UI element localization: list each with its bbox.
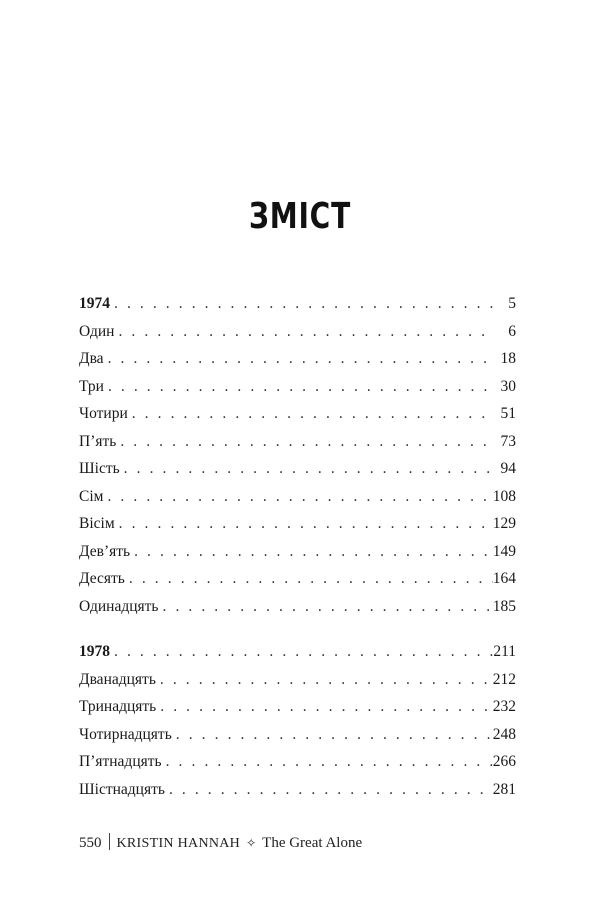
toc-entry — [79, 538, 516, 566]
toc-entry-page: 212 — [492, 670, 516, 688]
toc-entry-page: 6 — [508, 322, 516, 340]
footer-page-number: 550 — [79, 835, 102, 851]
toc-entry-label: П’ять — [79, 432, 117, 450]
toc-leader-dots — [166, 748, 493, 776]
toc-leader-dots — [108, 345, 494, 373]
toc-entry-label: Шість — [79, 460, 120, 477]
toc-entry-page: 211 — [493, 643, 516, 660]
table-of-contents — [79, 290, 516, 803]
toc-leader-dots — [124, 455, 494, 483]
toc-entry-label: Тринадцять — [79, 698, 157, 715]
toc-leader-dots — [119, 510, 493, 538]
toc-entry-page: 30 — [500, 377, 516, 395]
toc-entry-label: Один — [79, 322, 115, 340]
footer-ornament-icon: ✧ — [246, 836, 257, 850]
toc-entry — [79, 455, 516, 483]
toc-section — [79, 638, 516, 803]
footer-book-title: The Great Alone — [262, 835, 363, 851]
toc-section-year: 1978 — [79, 643, 110, 660]
toc-leader-dots — [114, 290, 494, 318]
footer-author: KRISTIN HANNAH — [116, 836, 241, 851]
toc-entry-page: 18 — [500, 350, 516, 367]
toc-leader-dots — [176, 721, 493, 749]
toc-section-heading — [79, 290, 516, 318]
toc-entry — [79, 318, 516, 346]
toc-leader-dots — [169, 776, 493, 804]
toc-entry-label: Дванадцять — [79, 670, 156, 688]
toc-entry — [79, 345, 516, 373]
toc-entry-label: Сім — [79, 487, 104, 505]
toc-entry-page: 73 — [500, 432, 516, 450]
toc-entry-label: Одинадцять — [79, 597, 159, 615]
toc-entry — [79, 748, 516, 776]
toc-section — [79, 290, 516, 620]
toc-section-year: 1974 — [79, 295, 110, 312]
toc-entry-label: Чотири — [79, 405, 128, 422]
toc-entry — [79, 666, 516, 694]
toc-entry-page: 5 — [508, 295, 516, 312]
toc-entry — [79, 483, 516, 511]
toc-entry — [79, 400, 516, 428]
toc-entry-label: П’ятнадцять — [79, 753, 162, 770]
toc-leader-dots — [114, 638, 493, 666]
toc-entry — [79, 776, 516, 804]
toc-entry-page: 94 — [500, 460, 516, 477]
toc-leader-dots — [163, 593, 493, 621]
toc-leader-dots — [160, 693, 492, 721]
toc-leader-dots — [129, 565, 493, 593]
toc-entry-label: Чотирнадцять — [79, 725, 172, 743]
toc-entry-page: 164 — [492, 570, 516, 587]
toc-entry-page: 129 — [492, 515, 516, 532]
toc-entry-label: Дев’ять — [79, 542, 131, 560]
toc-entry — [79, 428, 516, 456]
toc-leader-dots — [107, 483, 492, 511]
toc-leader-dots — [132, 400, 494, 428]
toc-leader-dots — [160, 666, 493, 694]
toc-leader-dots — [134, 538, 493, 566]
toc-leader-dots — [120, 428, 494, 456]
toc-entry-page: 108 — [492, 487, 516, 505]
toc-section-heading — [79, 638, 516, 666]
toc-entry — [79, 510, 516, 538]
toc-entry — [79, 693, 516, 721]
toc-leader-dots — [118, 318, 494, 346]
toc-entry-label: Вісім — [79, 515, 115, 532]
toc-entry-page: 185 — [492, 597, 516, 615]
toc-entry — [79, 373, 516, 401]
toc-entry-label: Десять — [79, 570, 125, 587]
toc-entry-page: 149 — [492, 542, 516, 560]
toc-entry-page: 281 — [492, 780, 516, 798]
toc-entry-page: 248 — [492, 725, 516, 743]
toc-leader-dots — [108, 373, 494, 401]
page-footer — [79, 833, 362, 852]
toc-entry-label: Шістнадцять — [79, 780, 165, 798]
page-title: ЗМІСТ — [248, 196, 352, 237]
toc-entry — [79, 721, 516, 749]
toc-entry-label: Три — [79, 377, 104, 395]
toc-entry — [79, 565, 516, 593]
toc-entry-label: Два — [79, 350, 104, 367]
toc-entry-page: 51 — [500, 405, 516, 422]
toc-entry — [79, 593, 516, 621]
footer-separator — [109, 833, 110, 850]
toc-entry-page: 266 — [492, 753, 516, 770]
toc-entry-page: 232 — [492, 698, 516, 715]
